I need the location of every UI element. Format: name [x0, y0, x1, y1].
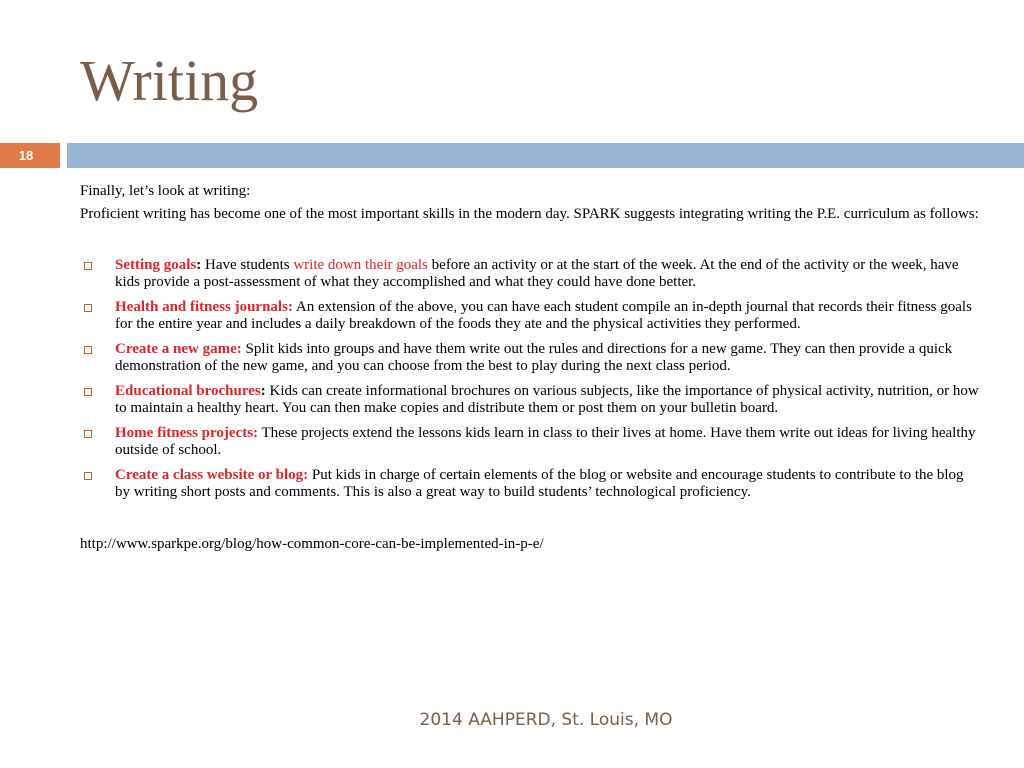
bullet-colon: :: [260, 383, 266, 399]
bullet-item-home-fitness: [80, 425, 980, 459]
bullet-term: Health and fitness journals:: [115, 299, 293, 315]
bullet-text: Put kids in charge of certain elements of the blog or website and encourage students to contribute to the blog by writing short posts and comments. This is also a great way to build students’ technological proficiency.: [115, 467, 964, 500]
bullet-list: [80, 257, 980, 501]
square-bullet-icon: [84, 430, 92, 438]
header-band: [67, 143, 1024, 168]
slide-title: Writing: [80, 48, 259, 113]
square-bullet-icon: [84, 388, 92, 396]
bullet-term: Setting goals: [115, 257, 197, 273]
square-bullet-icon: [84, 346, 92, 354]
bullet-text-pre: Have students: [201, 257, 294, 273]
slide-number-badge: [0, 143, 60, 168]
bullet-item-brochures: [80, 383, 980, 417]
bullet-term: Create a class website or blog:: [115, 467, 309, 483]
bullet-term: Home fitness projects:: [115, 425, 259, 441]
bullet-term: Create a new game:: [115, 341, 242, 357]
bullet-text: Kids can create informational brochures on various subjects, like the importance of physical activity, nutrition, or how to maintain a healthy heart. You can then make copies and distribute them or post them on your bulletin board.: [115, 383, 979, 416]
intro-line-1: Finally, let’s look at writing:: [80, 183, 251, 199]
bullet-text: Split kids into groups and have them write out the rules and directions for a new game. They can then provide a quick demonstration of the new game, and you can choose from the best to play during the next class period.: [115, 341, 953, 374]
square-bullet-icon: [84, 304, 92, 312]
bullet-item-health-journals: [80, 299, 980, 333]
bullet-text: An extension of the above, you can have each student compile an in-depth journal that records their fitness goals for the entire year and includes a daily breakdown of the foods they ate and the physical activities they performed.: [115, 299, 972, 332]
bullet-highlight: write down their goals: [293, 257, 428, 273]
square-bullet-icon: [84, 472, 92, 480]
bullet-item-new-game: [80, 341, 980, 375]
bullet-colon: :: [196, 257, 202, 273]
square-bullet-icon: [84, 262, 92, 270]
bullet-item-class-website: [80, 467, 980, 501]
header-bar: [0, 143, 1024, 168]
bullet-text: These projects extend the lessons kids learn in class to their lives at home. Have them write out ideas for living healthy outside of school.: [115, 425, 976, 458]
slide-number: 18: [18, 148, 34, 163]
intro-line-2: Proficient writing has become one of the most important skills in the modern day. SPARK suggests integrating writing the P.E. curriculum as follows:: [80, 206, 979, 222]
bullet-term: Educational brochures: [115, 383, 261, 399]
bullet-text: before an activity or at the start of the week. At the end of the activity or the week, have kids provide a post-assessment of what they accomplished and what they could have done better.: [115, 257, 959, 290]
bullet-item-setting-goals: [80, 257, 980, 291]
slide-body: [80, 183, 980, 553]
slide-footer: 2014 AAHPERD, St. Louis, MO: [419, 710, 673, 730]
source-url[interactable]: http://www.sparkpe.org/blog/how-common-core-can-be-implemented-in-p-e/: [80, 536, 544, 552]
